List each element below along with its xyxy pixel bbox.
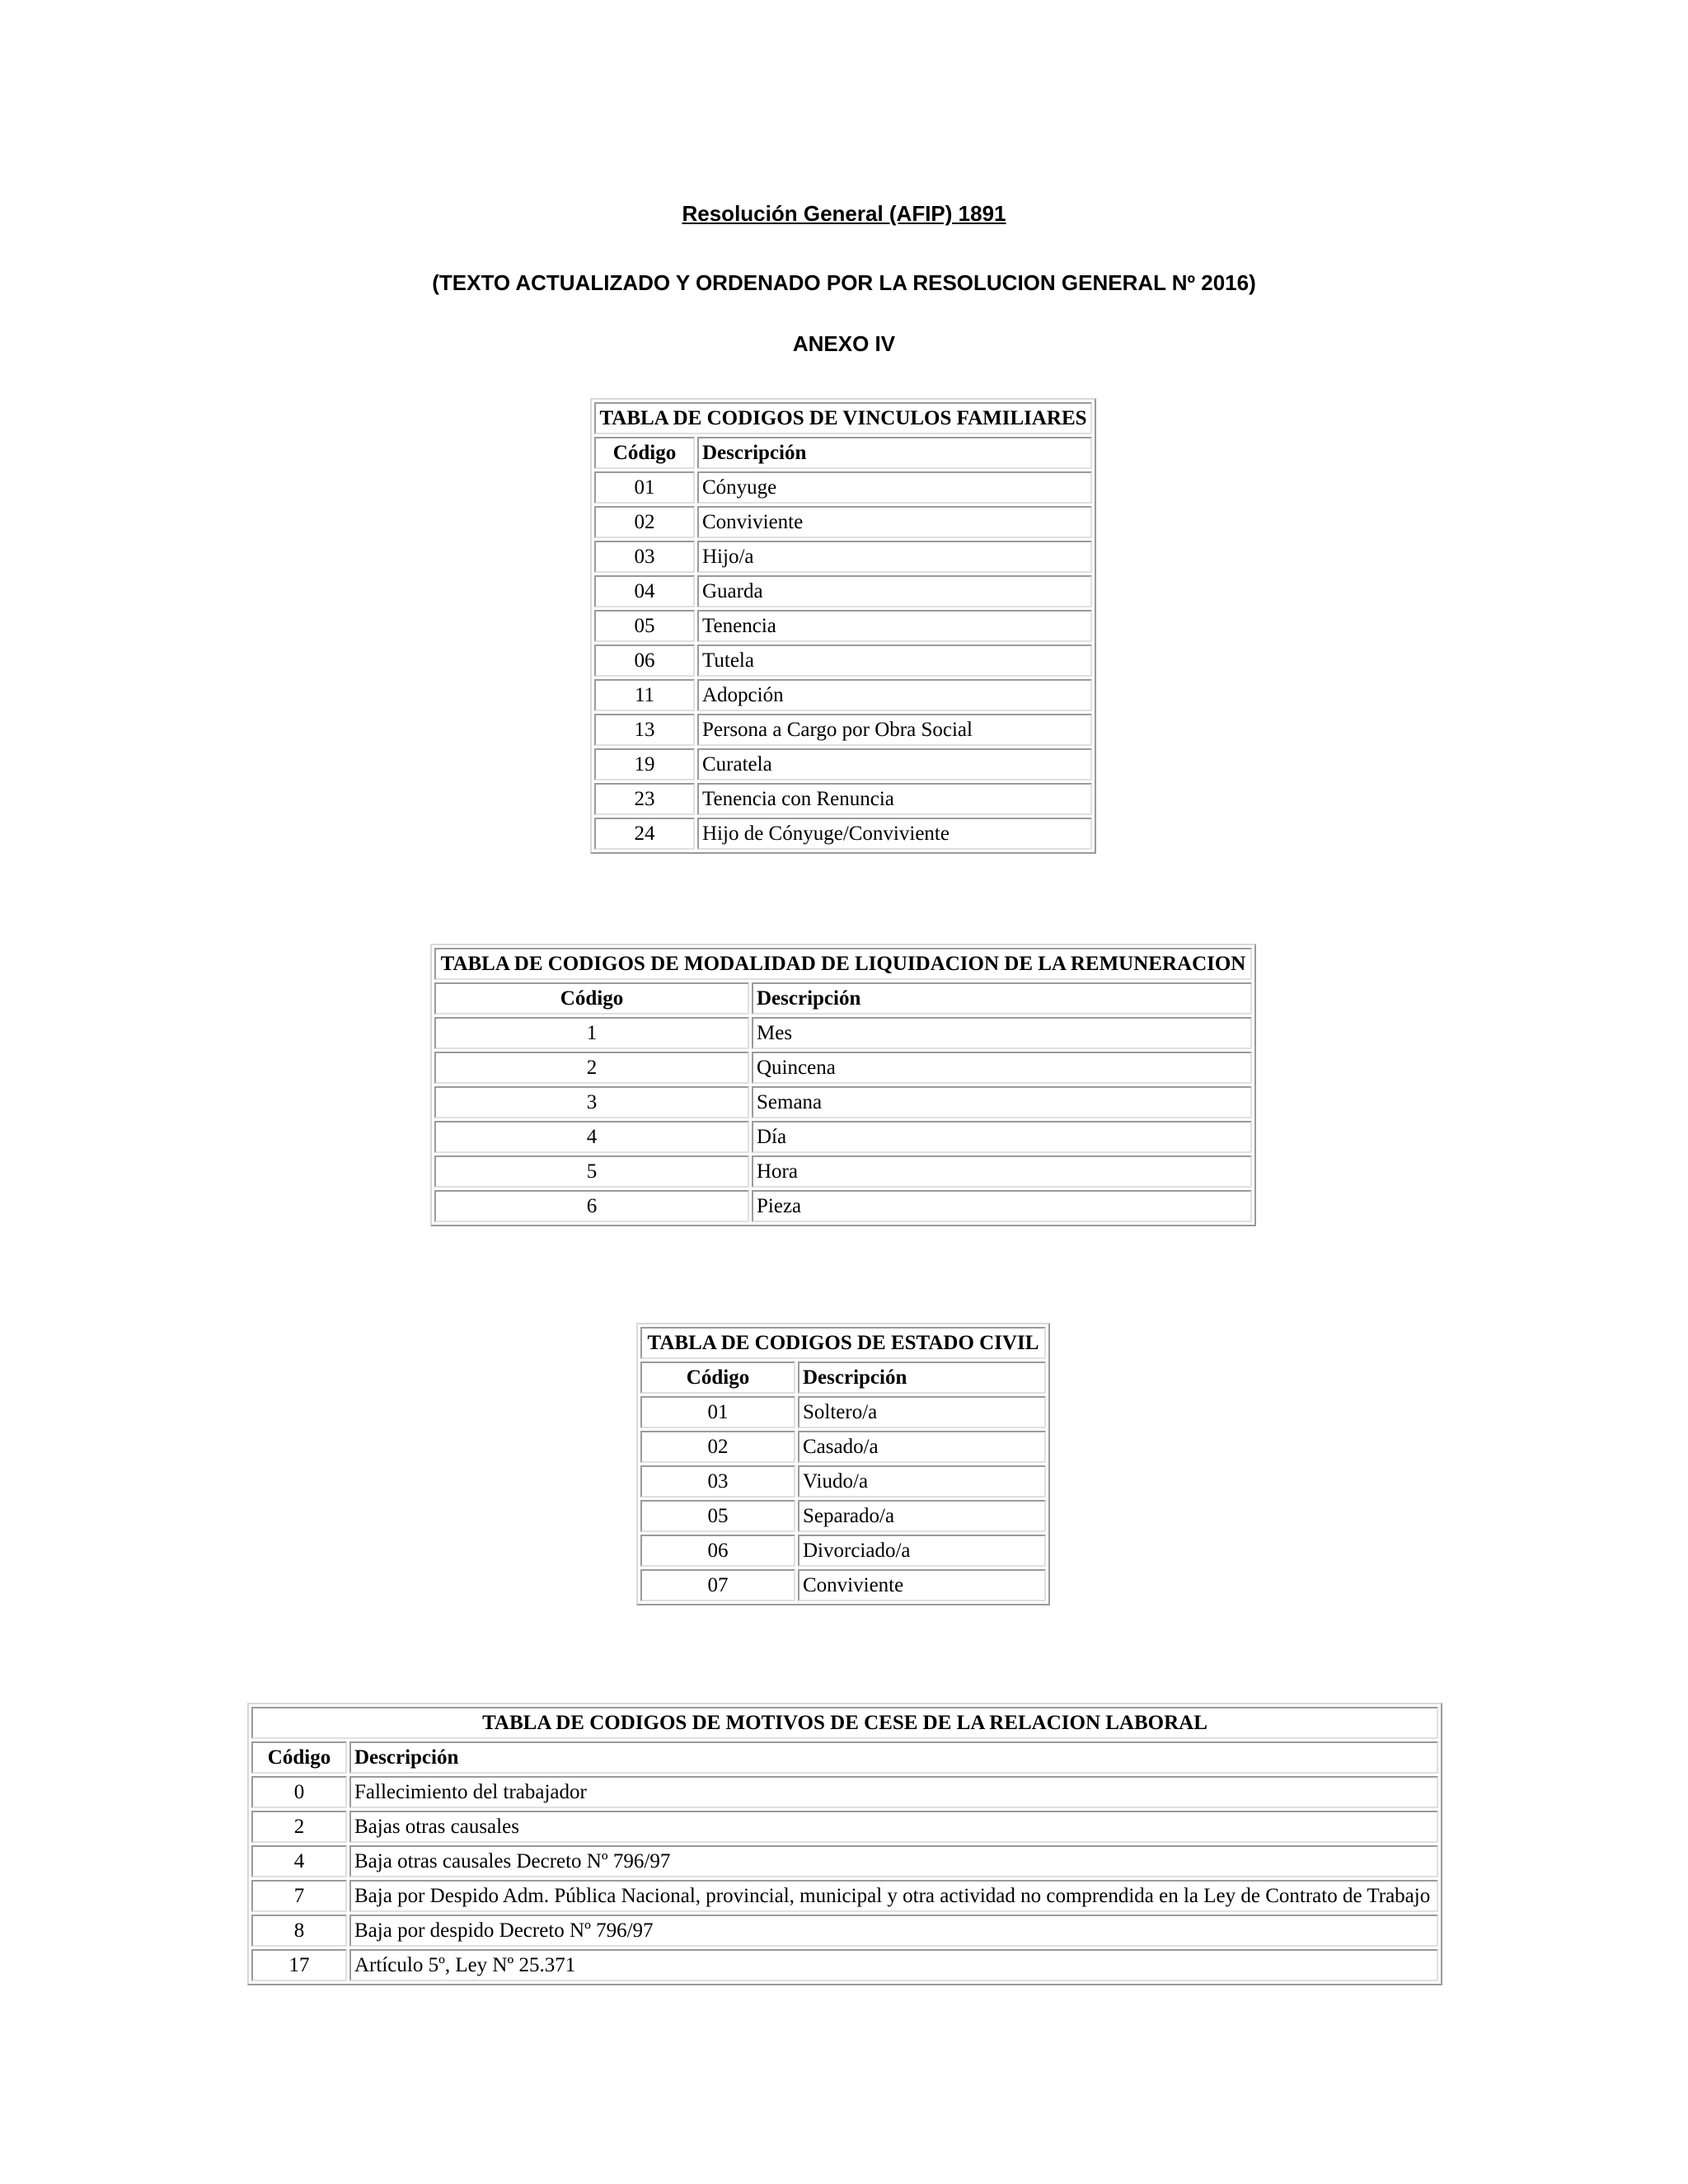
column-header-code: Código: [640, 1361, 795, 1394]
code-cell: 01: [640, 1396, 795, 1428]
description-cell: Persona a Cargo por Obra Social: [697, 714, 1092, 746]
code-cell: 02: [640, 1431, 795, 1463]
table-motivos-cese: [247, 1703, 1442, 1985]
code-cell: 2: [434, 1052, 749, 1084]
description-cell: Curatela: [697, 748, 1092, 780]
description-cell: Divorciado/a: [798, 1535, 1046, 1567]
code-cell: 19: [594, 748, 695, 780]
table-row: [594, 748, 1092, 780]
description-cell: Separado/a: [798, 1500, 1046, 1532]
description-cell: Fallecimiento del trabajador: [349, 1776, 1438, 1808]
table-row: [594, 471, 1092, 504]
code-cell: 05: [594, 610, 695, 642]
code-cell: 11: [594, 679, 695, 711]
description-cell: Hijo/a: [697, 541, 1092, 573]
description-cell: Baja por despido Decreto Nº 796/97: [349, 1915, 1438, 1947]
column-header-description: Descripción: [697, 437, 1092, 469]
code-cell: 2: [251, 1811, 347, 1843]
table-row: [594, 610, 1092, 642]
description-cell: Tenencia: [697, 610, 1092, 642]
table-row: [594, 679, 1092, 711]
table-caption: TABLA DE CODIGOS DE MOTIVOS DE CESE DE LA RELACION LABORAL: [251, 1707, 1438, 1739]
table-row: [251, 1915, 1438, 1947]
column-header-code: Código: [434, 982, 749, 1015]
description-cell: Quincena: [752, 1052, 1252, 1084]
table-caption-row: [434, 948, 1252, 980]
table-row: [640, 1569, 1046, 1601]
table-row: [251, 1949, 1438, 1981]
table-row: [594, 575, 1092, 607]
description-cell: Mes: [752, 1017, 1252, 1049]
table-row: [594, 506, 1092, 538]
table-row: [640, 1465, 1046, 1497]
description-cell: Hora: [752, 1155, 1252, 1188]
table-caption-row: [640, 1327, 1046, 1359]
table-row: [434, 1121, 1252, 1153]
table-caption-row: [251, 1707, 1438, 1739]
description-cell: Conviviente: [798, 1569, 1046, 1601]
table-caption: TABLA DE CODIGOS DE MODALIDAD DE LIQUIDACION DE LA REMUNERACION: [434, 948, 1252, 980]
table-row: [434, 1052, 1252, 1084]
code-cell: 04: [594, 575, 695, 607]
document-title: Resolución General (AFIP) 1891: [682, 201, 1006, 226]
table-row: [594, 541, 1092, 573]
table-row: [251, 1845, 1438, 1877]
column-header-description: Descripción: [349, 1741, 1438, 1774]
table-row: [594, 714, 1092, 746]
code-cell: 03: [594, 541, 695, 573]
description-cell: Casado/a: [798, 1431, 1046, 1463]
table-header-row: [251, 1741, 1438, 1774]
code-cell: 06: [594, 644, 695, 677]
table-row: [640, 1396, 1046, 1428]
table-row: [434, 1155, 1252, 1188]
annex-heading: ANEXO IV: [792, 331, 896, 356]
table-row: [251, 1776, 1438, 1808]
code-cell: 06: [640, 1535, 795, 1567]
table-caption: TABLA DE CODIGOS DE ESTADO CIVIL: [640, 1327, 1046, 1359]
code-cell: 1: [434, 1017, 749, 1049]
description-cell: Guarda: [697, 575, 1092, 607]
table-row: [594, 644, 1092, 677]
code-cell: 4: [251, 1845, 347, 1877]
table-estado-civil: [636, 1323, 1050, 1605]
description-cell: Baja por Despido Adm. Pública Nacional, provincial, municipal y otra actividad no comprendida en la Ley de Contrato de Trabajo: [349, 1880, 1438, 1912]
code-cell: 02: [594, 506, 695, 538]
code-cell: 03: [640, 1465, 795, 1497]
description-cell: Día: [752, 1121, 1252, 1153]
description-cell: Viudo/a: [798, 1465, 1046, 1497]
description-cell: Adopción: [697, 679, 1092, 711]
document-subtitle: (TEXTO ACTUALIZADO Y ORDENADO POR LA RESOLUCION GENERAL Nº 2016): [432, 270, 1256, 295]
table-row: [434, 1190, 1252, 1222]
table-header-row: [594, 437, 1092, 469]
column-header-description: Descripción: [798, 1361, 1046, 1394]
code-cell: 5: [434, 1155, 749, 1188]
table-vinculos-familiares: [590, 398, 1096, 854]
code-cell: 4: [434, 1121, 749, 1153]
description-cell: Tenencia con Renuncia: [697, 783, 1092, 815]
code-cell: 7: [251, 1880, 347, 1912]
description-cell: Conviviente: [697, 506, 1092, 538]
table-row: [594, 818, 1092, 850]
table-row: [251, 1811, 1438, 1843]
table-modalidad-liquidacion: [430, 944, 1256, 1226]
code-cell: 3: [434, 1086, 749, 1118]
column-header-description: Descripción: [752, 982, 1252, 1015]
code-cell: 23: [594, 783, 695, 815]
table-caption: TABLA DE CODIGOS DE VINCULOS FAMILIARES: [594, 402, 1092, 434]
description-cell: Bajas otras causales: [349, 1811, 1438, 1843]
table-caption-row: [594, 402, 1092, 434]
table-row: [640, 1431, 1046, 1463]
description-cell: Artículo 5º, Ley Nº 25.371: [349, 1949, 1438, 1981]
code-cell: 6: [434, 1190, 749, 1222]
code-cell: 05: [640, 1500, 795, 1532]
code-cell: 13: [594, 714, 695, 746]
column-header-code: Código: [251, 1741, 347, 1774]
table-row: [640, 1500, 1046, 1532]
table-row: [594, 783, 1092, 815]
description-cell: Cónyuge: [697, 471, 1092, 504]
description-cell: Tutela: [697, 644, 1092, 677]
description-cell: Baja otras causales Decreto Nº 796/97: [349, 1845, 1438, 1877]
column-header-code: Código: [594, 437, 695, 469]
table-row: [640, 1535, 1046, 1567]
description-cell: Soltero/a: [798, 1396, 1046, 1428]
table-row: [434, 1017, 1252, 1049]
table-row: [434, 1086, 1252, 1118]
table-header-row: [640, 1361, 1046, 1394]
table-header-row: [434, 982, 1252, 1015]
code-cell: 0: [251, 1776, 347, 1808]
description-cell: Hijo de Cónyuge/Conviviente: [697, 818, 1092, 850]
code-cell: 8: [251, 1915, 347, 1947]
code-cell: 01: [594, 471, 695, 504]
code-cell: 07: [640, 1569, 795, 1601]
description-cell: Semana: [752, 1086, 1252, 1118]
table-row: [251, 1880, 1438, 1912]
description-cell: Pieza: [752, 1190, 1252, 1222]
code-cell: 24: [594, 818, 695, 850]
code-cell: 17: [251, 1949, 347, 1981]
